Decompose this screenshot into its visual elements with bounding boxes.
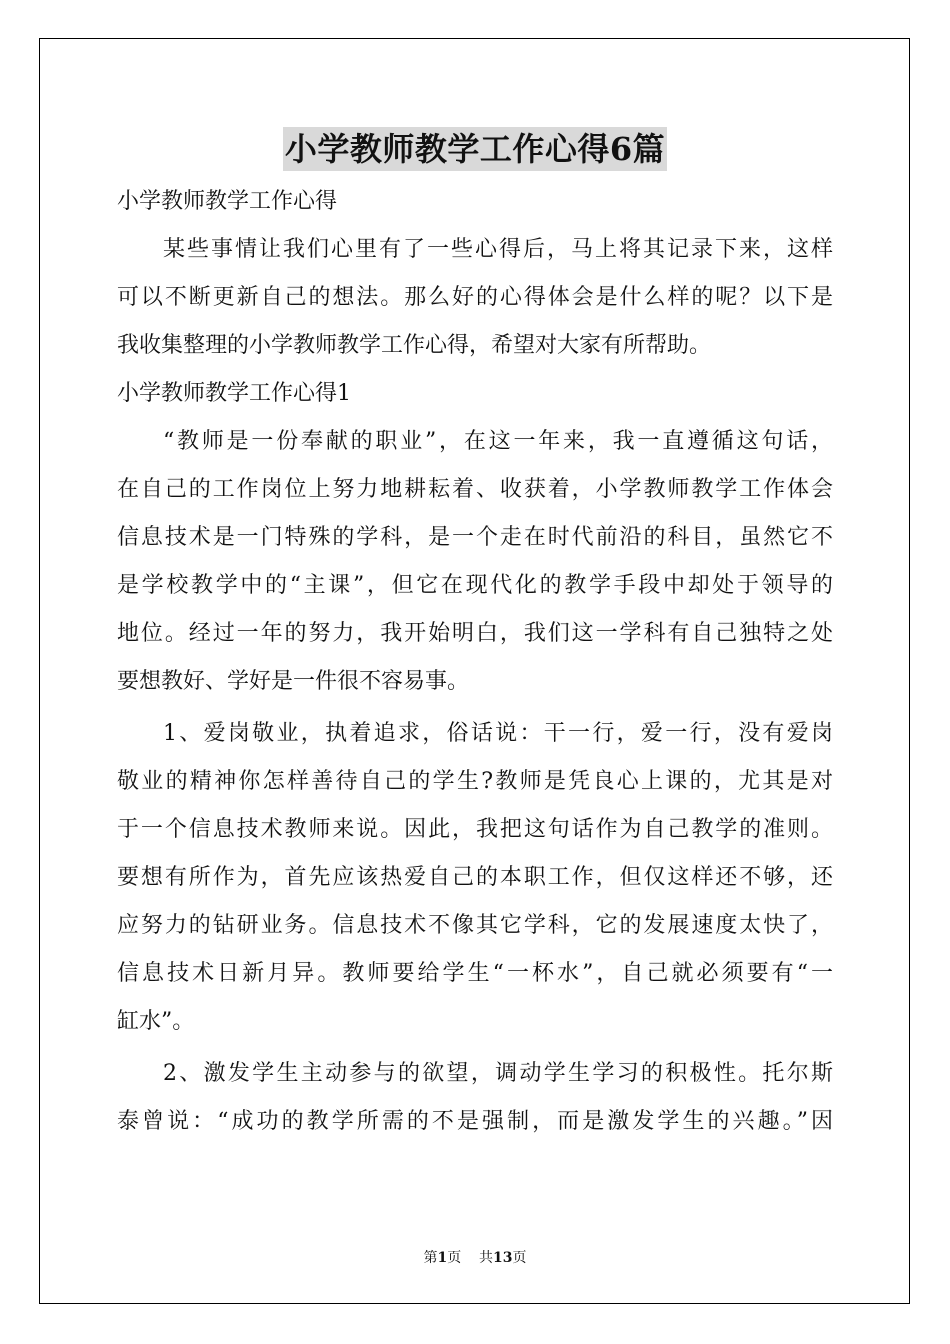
paragraph-line: 在自己的工作岗位上努力地耕耘着、收获着，小学教师教学工作体会 xyxy=(117,477,833,502)
footer-page-number: 1 xyxy=(437,1250,448,1266)
paragraph-line: 2、激发学生主动参与的欲望，调动学生学习的积极性。托尔斯 xyxy=(163,1061,833,1086)
document-title: 小学教师教学工作心得6篇 xyxy=(283,127,667,171)
intro-line: 可以不断更新自己的想法。那么好的心得体会是什么样的呢？以下是 xyxy=(117,285,833,310)
paragraph-line: 敬业的精神你怎样善待自己的学生?教师是凭良心上课的，尤其是对 xyxy=(117,769,833,794)
paragraph-line: 应努力的钻研业务。信息技术不像其它学科，它的发展速度太快了， xyxy=(117,913,833,938)
paragraph-line: 信息技术日新月异。教师要给学生“一杯水”，自己就必须要有“一 xyxy=(117,961,833,986)
paragraph-line: 是学校教学中的“主课”，但它在现代化的教学手段中却处于领导的 xyxy=(117,573,833,598)
paragraph-line: 泰曾说：“成功的教学所需的不是强制，而是激发学生的兴趣。”因 xyxy=(117,1109,833,1134)
paragraph-line: 要想有所作为，首先应该热爱自己的本职工作，但仅这样还不够，还 xyxy=(117,865,833,890)
footer-page-suffix: 页 xyxy=(447,1250,462,1266)
intro-line: 某些事情让我们心里有了一些心得后，马上将其记录下来，这样 xyxy=(163,237,833,262)
footer-total-pages: 13 xyxy=(493,1250,513,1266)
footer-total-prefix: 共 xyxy=(479,1250,494,1266)
page-footer xyxy=(0,1249,950,1267)
document-body xyxy=(117,178,833,1146)
paragraph-line: 缸水”。 xyxy=(117,1009,195,1034)
paragraph-line: 要想教好、学好是一件很不容易事。 xyxy=(117,669,470,694)
footer-total-suffix: 页 xyxy=(512,1250,527,1266)
document-title-wrapper xyxy=(0,127,950,171)
paragraph-line: 于一个信息技术教师来说。因此，我把这句话作为自己教学的准则。 xyxy=(117,817,833,842)
section-heading: 小学教师教学工作心得1 xyxy=(117,381,351,406)
document-subtitle: 小学教师教学工作心得 xyxy=(117,189,338,214)
intro-line: 我收集整理的小学教师教学工作心得，希望对大家有所帮助。 xyxy=(117,333,712,358)
paragraph-line: 地位。经过一年的努力，我开始明白，我们这一学科有自己独特之处 xyxy=(117,621,833,646)
paragraph-line: 1、爱岗敬业，执着追求，俗话说：干一行，爱一行，没有爱岗 xyxy=(163,721,833,746)
footer-page-prefix: 第 xyxy=(423,1250,438,1266)
paragraph-line: 信息技术是一门特殊的学科，是一个走在时代前沿的科目，虽然它不 xyxy=(117,525,833,550)
paragraph-line: “教师是一份奉献的职业”，在这一年来，我一直遵循这句话， xyxy=(163,429,833,454)
